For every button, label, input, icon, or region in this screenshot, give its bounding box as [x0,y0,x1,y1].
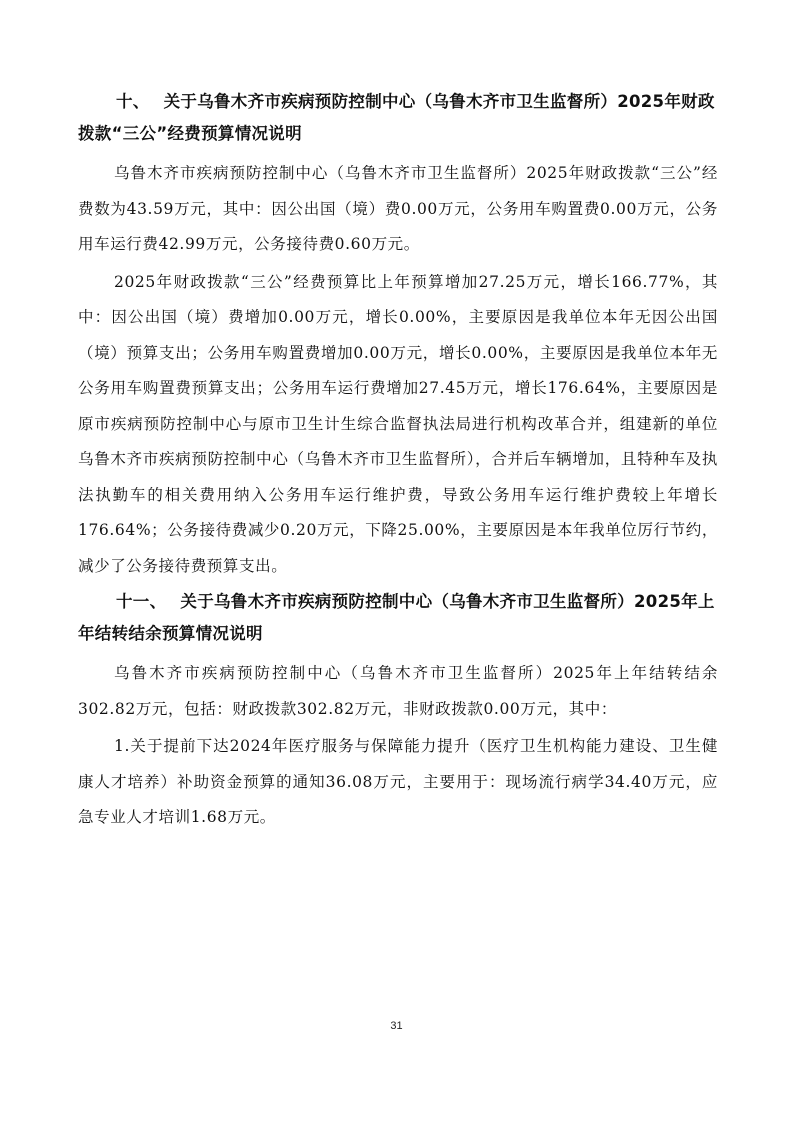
section-10-title: 关于乌鲁木齐市疾病预防控制中心（乌鲁木齐市卫生监督所）2025年财政拨款“三公”经费预算情况说明 [78,92,715,143]
section-11-list-item-1: 1.关于提前下达2024年医疗服务与保障能力提升（医疗卫生机构能力建设、卫生健康人才培养）补助资金预算的通知36.08万元，主要用于：现场流行病学34.40万元，应急专业人才培训1.68万元。 [78,737,718,826]
section-10-paragraph-2: 2025年财政拨款“三公”经费预算比上年预算增加27.25万元，增长166.77%，其中：因公出国（境）费增加0.00万元，增长0.00%，主要原因是我单位本年无因公出国（境）预算支出；公务用车购置费增加0.00万元，增长0.00%，主要原因是我单位本年无公务用车购置费预算支出；公务用车运行费增加27.45万元，增长176.64%，主要原因是原市疾病预防控制中心与原市卫生计生综合监督执法局进行机构改革合并，组建新的单位乌鲁木齐市疾病预防控制中心（乌鲁木齐市卫生监督所），合并后车辆增加，且特种车及执法执勤车的相关费用纳入公务用车运行维护费，导致公务用车运行维护费较上年增长176.64%；公务接待费减少0.20万元，下降25.00%，主要原因是本年我单位厉行节约，减少了公务接待费预算支出。 [78,272,718,575]
section-11-title: 关于乌鲁木齐市疾病预防控制中心（乌鲁木齐市卫生监督所）2025年上年结转结余预算情况说明 [78,592,715,643]
section-10-paragraph-1: 乌鲁木齐市疾病预防控制中心（乌鲁木齐市卫生监督所）2025年财政拨款“三公”经费数为43.59万元，其中：因公出国（境）费0.00万元，公务用车购置费0.00万元，公务用车运行费42.99万元，公务接待费0.60万元。 [78,164,718,253]
section-10-heading [78,86,718,150]
section-11-heading [78,586,718,650]
page-number: 31 [390,1020,403,1032]
section-11-number: 十一、 [116,592,167,611]
section-10-number: 十、 [116,92,150,111]
document-body [78,86,718,836]
section-11-paragraph-1: 乌鲁木齐市疾病预防控制中心（乌鲁木齐市卫生监督所）2025年上年结转结余302.82万元，包括：财政拨款302.82万元，非财政拨款0.00万元，其中： [78,664,718,718]
